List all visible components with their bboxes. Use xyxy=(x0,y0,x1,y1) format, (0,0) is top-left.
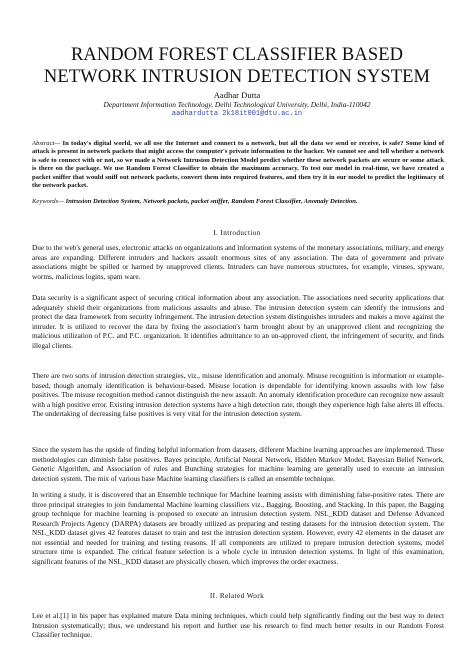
abstract-lead: Abstract— xyxy=(32,140,63,147)
abstract-body: In today's digital world, we all use the Internet and connect to a network, but all the data we send or receive, is safe? Some kind of attack is present in network packets that might access the computer's private information to the hacker. We cannot see and tell whether a network is safe to connect with or not, so we made a Network Intrusion Detection Model predict whether these network packets are secure or some attack is there on the package. We use Random Forest Classifier to obtain the maximum accuracy. To test our model in real-time, we have created a packet sniffer that would sniff out network packets, convert them into required features, and then try it in our model to predict the legitimacy of the network packet. xyxy=(32,140,445,190)
author-affiliation: Department Information Technology, Delhi Technological University, Delhi, India-110042 xyxy=(103,100,371,109)
keywords-lead: Keywords— xyxy=(32,198,66,205)
paper-title-line-2: NETWORK INTRUSION DETECTION SYSTEM xyxy=(43,67,431,87)
keywords xyxy=(32,198,444,206)
intro-paragraph-3: There are two sorts of intrusion detection strategies, viz., misuse identification and anomaly. Misuse recognition is information or example-based, though anomaly identification is behaviour-based. Misuse location is dependable for identifying known assaults with low false positives. The misuse recognition method cannot distinguish the new assault. An anomaly identification procedure can recognize new assault with a high positive error. Existing intrusion detection systems have a high detection rate, though they experience high false alerts ill effects. The undertaking of decreasing false positives is very vital for the intrusion detection system. xyxy=(32,371,444,418)
author-name: Aadhar Dutta xyxy=(213,90,261,100)
intro-paragraph-1: Due to the web's general uses, electronic attacks on organizations and information systems of the monetary associations, military, and energy areas are expanding. Different intruders and hackers assault enormous sites of any association. The data of government and private associations might be spilled or harmed by unapproved clients. Intruders can have numerous structures, for example, viruses, spyware, worms, malicious logins, spam ware. xyxy=(32,243,444,281)
section-heading-related-work: II. Related Work xyxy=(209,592,265,600)
intro-paragraph-4: Since the system has the upside of finding helpful information from datasets, different Machine learning approaches are implemented. These methodologies can diminish false positives. Bayes principle, Artificial Neural Network, Hidden Markov Model, Bayesian Belief Network, Genetic Algorithm, and Association of rules and Bunching strategies for machine learning are generally used to execute an intrusion detection system. The mix of various base Machine learning classifiers is called an ensemble technique. xyxy=(32,445,444,483)
related-work-paragraph-1: Lee et al.[1] in his paper has explained mature Data mining techniques, which could help significantly finding out the best way to detect Intrusion systematically; thus, we understand his report and further use his research to find much better results in our Random Forest Classifier technique. xyxy=(32,611,444,639)
keywords-body: Intrusion Detection System, Network packets, packet sniffer, Random Forest Classifier, Anomaly Detection. xyxy=(65,198,358,205)
intro-paragraph-5: In writing a study, it is discovered that an Ensemble technique for Machine learning assists with diminishing false-positive rates. There are three principal strategies to join fundamental Machine learning classifiers viz., Bagging, Boosting, and Stacking. In this paper, the Bagging group technique for machine learning is proposed to execute an intrusion detection system. NSL_KDD dataset and Defense Advanced Research Projects Agency (DARPA) datasets are broadly utilized as preparing and testing datasets for the intrusion detection system. The NSL_KDD dataset gives 42 features dataset to train and test the intrusion detection system. However, every 42 elements in the dataset are not essential and needed for training and testing reasons. If all components are utilized to prepare intrusion detection systems, model structure time is expanded. The critical feature selection is a whole cycle in intrusion detection systems. In light of this examination, significant features of the NSL_KDD dataset are physically chosen, which improves the order exactness. xyxy=(32,490,444,566)
intro-paragraph-2: Data security is a significant aspect of securing critical information about any association. The associations need security applications that adequately shield their organizations from malicious assaults and abuse. The intrusion detection system can identify the intrusions and protect the data framework from security infringement. The intrusion detection system distinguishes intruders and makes a move against the intruder. It is utilized to recover the data by fixing the association's harm brought about by an unapproved client and recognizing the malicious utilization of P.C. and P.C. organization. It identifies admittance to an un-approved client, the infringement of security, and finds illegal clients. xyxy=(32,293,444,350)
paper-title-line-1: RANDOM FOREST CLASSIFIER BASED xyxy=(70,45,404,65)
section-heading-introduction: I. Introduction xyxy=(213,229,261,237)
abstract xyxy=(32,140,444,190)
author-email[interactable]: aadhardutta 2k18it001@dtu.ac.in xyxy=(171,110,303,118)
